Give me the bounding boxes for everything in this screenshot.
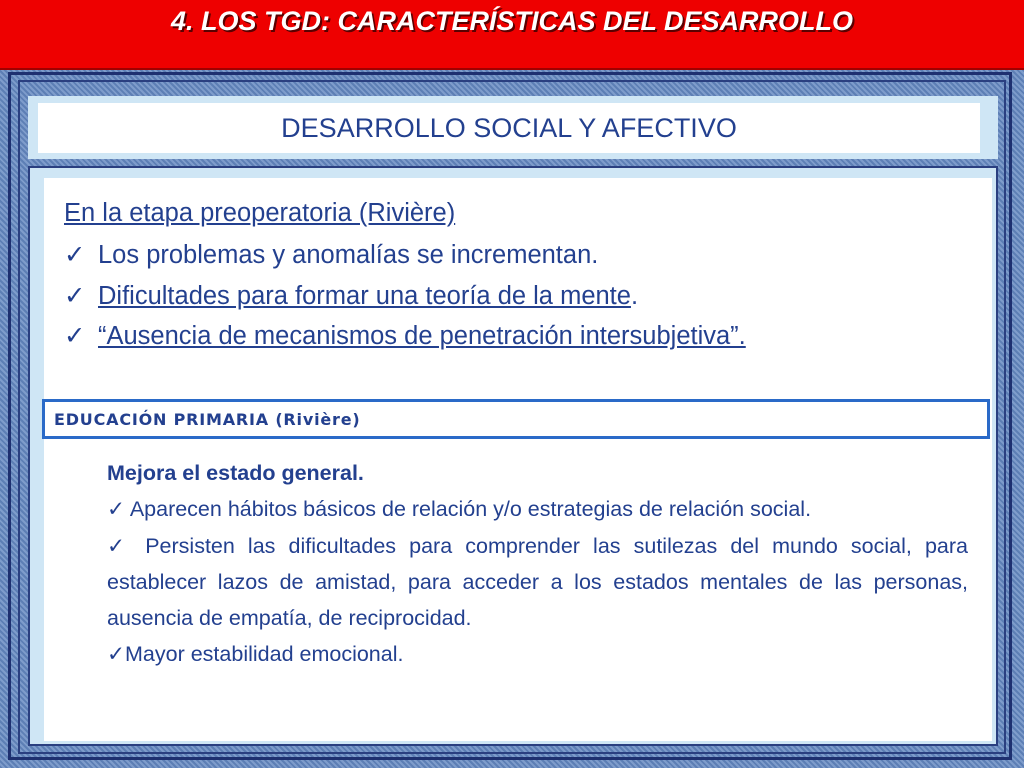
item-text: Mayor estabilidad emocional. [125,642,404,667]
check-icon: ✓ [107,533,133,558]
item-text: Persisten las dificultades para comprender las sutilezas del mundo social, para establecer lazos de amistad, para acceder a los estados mentales de las personas, ausencia de empatía, de reciprocidad. [107,533,968,631]
list-item [64,321,746,351]
preoperatoria-heading [64,198,455,228]
preoperatoria-heading-text: En la etapa preoperatoria (Rivière) [64,199,456,227]
item-text: “Ausencia de mecanismos de penetración intersubjetiva”. [98,322,746,350]
list-item [107,528,968,637]
primaria-lead: Mejora el estado general. [107,461,364,485]
list-item [64,240,598,270]
section-title: DESARROLLO SOCIAL Y AFECTIVO [281,113,737,143]
list-item [64,281,638,311]
check-icon: ✓ [107,497,126,522]
item-text: Los problemas y anomalías se incrementan. [98,241,599,269]
item-suffix: . [630,282,639,310]
list-item [107,636,968,672]
item-text: Aparecen hábitos básicos de relación y/o estrategias de relación social. [129,497,812,522]
slide-title: 4. LOS TGD: CARACTERÍSTICAS DEL DESARROLLO [170,6,854,36]
primaria-content [107,455,968,673]
check-icon: ✓ [107,642,126,667]
check-icon: ✓ [64,282,86,310]
list-item [107,491,968,527]
check-icon: ✓ [64,322,86,350]
check-icon: ✓ [64,241,86,269]
item-text: Dificultades para formar una teoría de la mente [98,282,631,310]
primaria-label: EDUCACIÓN PRIMARIA (Rivière) [54,410,361,429]
